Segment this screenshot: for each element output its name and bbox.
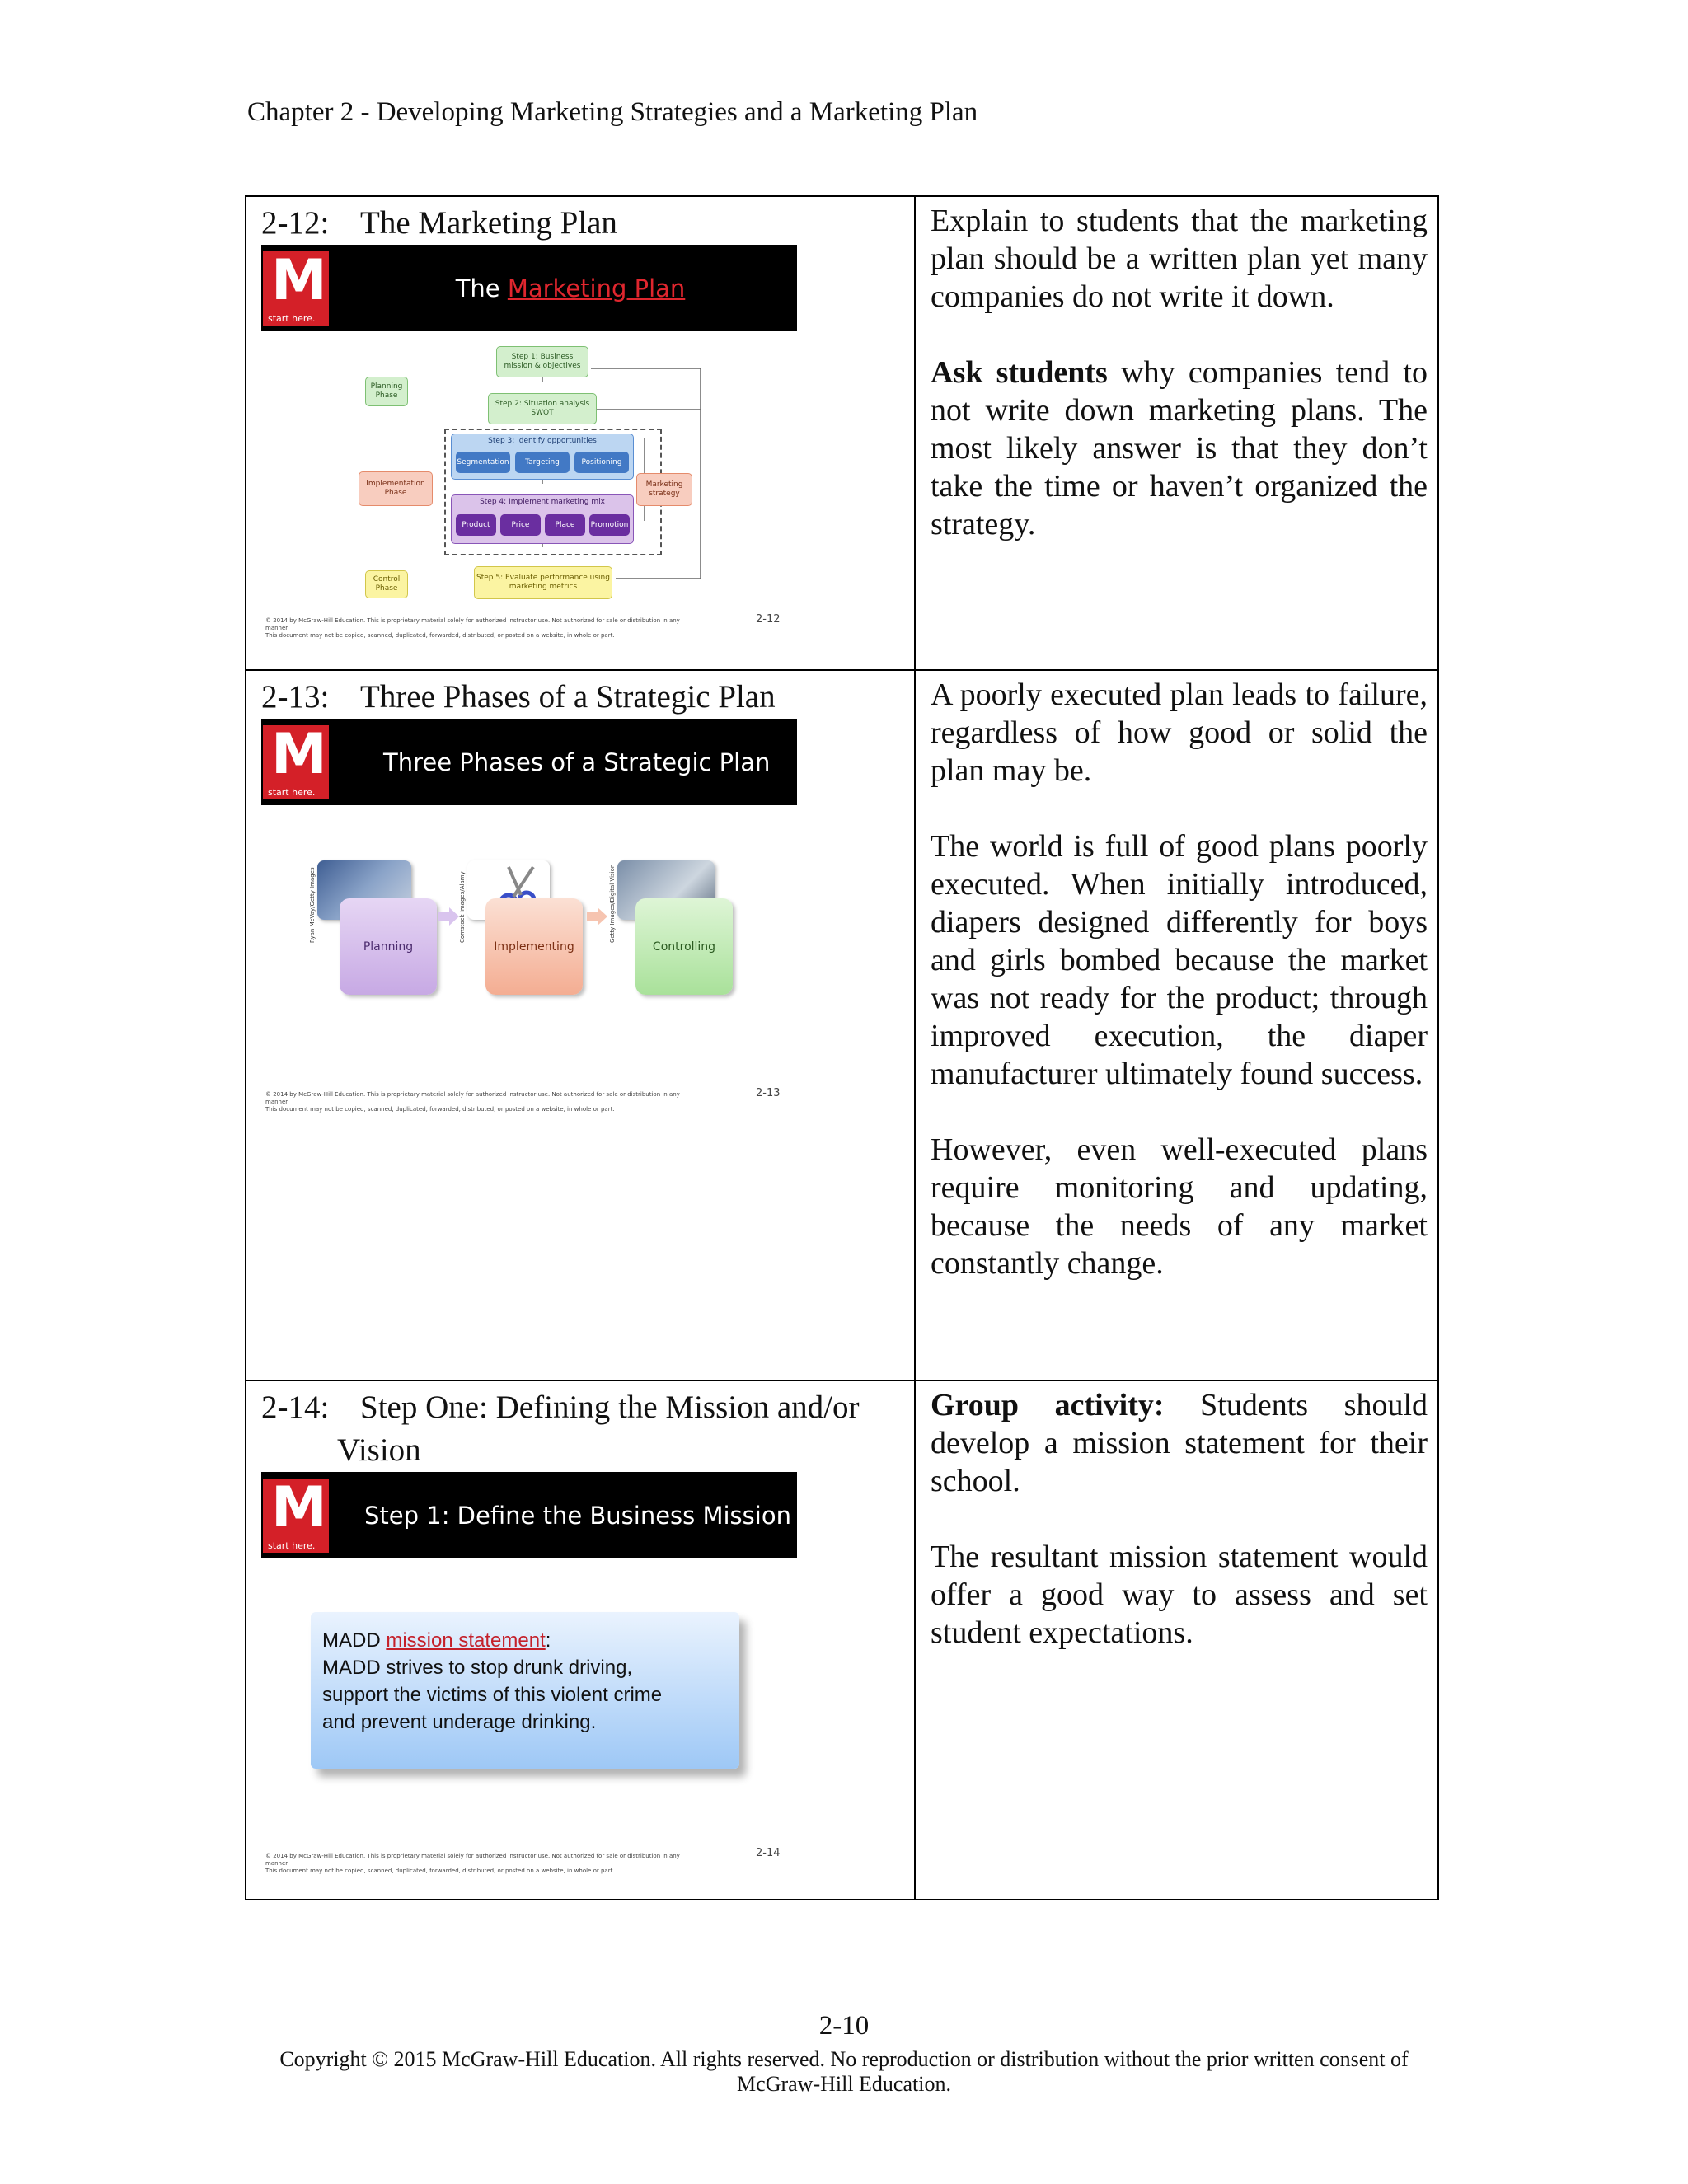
mission-statement-box: MADD mission statement: MADD strives to stop drunk driving, support the victims of this violent crime and prevent underage drinking. (311, 1612, 739, 1769)
table-row (246, 1380, 1438, 1900)
slide-heading (246, 671, 914, 719)
slide-fine-print: © 2014 by McGraw-Hill Education. This is proprietary material solely for authorized instructor use. Not authorized for sale or distribution in any manner. This document may not be copied, scanned, duplicated, forwarded, distributed, or posted on a website, in whole or part. (265, 617, 680, 639)
slide-cell (246, 670, 915, 1380)
slide-banner-title: Three Phases of a Strategic Plan (383, 748, 771, 776)
table-row (246, 670, 1438, 1380)
slide-banner (261, 245, 797, 331)
notes-text: Explain to students that the marketing plan should be a written plan yet many companies do not write it down. Ask students why companies tend to not write down marketing plans. The most likely answer is that they don’t take the time or haven’t organized the strategy. (931, 204, 1428, 541)
targeting-box: Targeting (515, 452, 570, 473)
notes-text: Group activity: Students should develop a mission statement for their school. The resultant mission statement would offer a good way to assess and set student expectations. (931, 1388, 1428, 1650)
notes-cell (915, 1380, 1438, 1900)
slide-page-number: 2-12 (756, 613, 781, 626)
slide-number: 2-12: (261, 205, 330, 241)
step5-box: Step 5: Evaluate performance using marketing metrics (474, 566, 612, 599)
marketing-plan-diagram (261, 331, 797, 603)
slide-banner (261, 719, 797, 805)
step1-box: Step 1: Business mission & objectives (496, 346, 588, 377)
lecture-notes-table (245, 195, 1439, 1900)
photo-credit: Getty Images/Digital Vision (609, 864, 616, 943)
slide-heading (246, 197, 914, 245)
slide-banner-title: Step 1: Define the Business Mission (364, 1501, 791, 1530)
slide-heading (246, 1381, 914, 1472)
segmentation-box: Segmentation (456, 452, 510, 473)
page-header: Chapter 2 - Developing Marketing Strategies and a Marketing Plan (247, 97, 978, 127)
slide-number: 2-13: (261, 679, 330, 715)
slide-title: The Marketing Plan (360, 205, 617, 241)
planning-phase-box: Planning Phase (365, 377, 408, 406)
promotion-box: Promotion (589, 514, 630, 536)
control-phase-box: Control Phase (365, 570, 408, 598)
slide-fine-print: © 2014 by McGraw-Hill Education. This is proprietary material solely for authorized instructor use. Not authorized for sale or distribution in any manner. This document may not be copied, scanned, duplicated, forwarded, distributed, or posted on a website, in whole or part. (265, 1853, 680, 1874)
positioning-box: Positioning (574, 452, 629, 473)
slide-banner (261, 1472, 797, 1558)
price-box: Price (500, 514, 541, 536)
planning-phase: Planning (340, 898, 437, 995)
slide-page-number: 2-13 (756, 1087, 781, 1099)
photo-credit: Comstock Images/Alamy (459, 871, 466, 943)
marketing-strategy-box: Marketing strategy (636, 473, 692, 506)
slide-title-continued: Vision (337, 1432, 421, 1468)
mcgraw-hill-logo: M start here. (263, 1479, 329, 1553)
slide-thumbnail (261, 719, 797, 1113)
mcgraw-hill-logo: M start here. (263, 251, 329, 326)
notes-cell (915, 670, 1438, 1380)
slide-number: 2-14: (261, 1390, 330, 1425)
photo-credit: Ryan McVay/Getty Images (309, 867, 316, 943)
mcgraw-hill-logo: M start here. (263, 725, 329, 799)
implementing-phase: Implementing (485, 898, 583, 995)
slide-fine-print: © 2014 by McGraw-Hill Education. This is proprietary material solely for authorized instructor use. Not authorized for sale or distribution in any manner. This document may not be copied, scanned, duplicated, forwarded, distributed, or posted on a website, in whole or part. (265, 1091, 680, 1113)
slide-thumbnail (261, 245, 797, 639)
page-number: 2-10 (818, 2011, 870, 2041)
slide-page-number: 2-14 (756, 1847, 781, 1859)
slide-thumbnail (261, 1472, 797, 1874)
copyright-notice: Copyright © 2015 McGraw-Hill Education. All rights reserved. No reproduction or distribution without the prior written consent of McGraw-Hill Education. (279, 2047, 1409, 2096)
slide-banner-title: The Marketing Plan (455, 274, 686, 302)
product-box: Product (456, 514, 496, 536)
step2-box: Step 2: Situation analysis SWOT (488, 393, 597, 424)
notes-text: A poorly executed plan leads to failure, regardless of how good or solid the plan may be. The world is full of good plans poorly executed. When initially introduced, diapers designed differently for boys and girls bombed because the market was not ready for the product; through improved execution, the diaper manufacturer ultimately found success. However, even well-executed plans require monitoring and updating, because the needs of any market constantly change. (931, 677, 1428, 1281)
controlling-phase: Controlling (635, 898, 733, 995)
slide-cell (246, 1380, 915, 1900)
step3-box: Step 3: Identify opportunities (451, 434, 634, 480)
implementation-phase-box: Implementation Phase (359, 471, 433, 506)
notes-cell (915, 196, 1438, 670)
slide-cell (246, 196, 915, 670)
table-row (246, 196, 1438, 670)
step4-box: Step 4: Implement marketing mix (451, 494, 634, 544)
place-box: Place (545, 514, 585, 536)
slide-title: Three Phases of a Strategic Plan (360, 679, 776, 715)
slide-title: Step One: Defining the Mission and/or (360, 1390, 860, 1425)
